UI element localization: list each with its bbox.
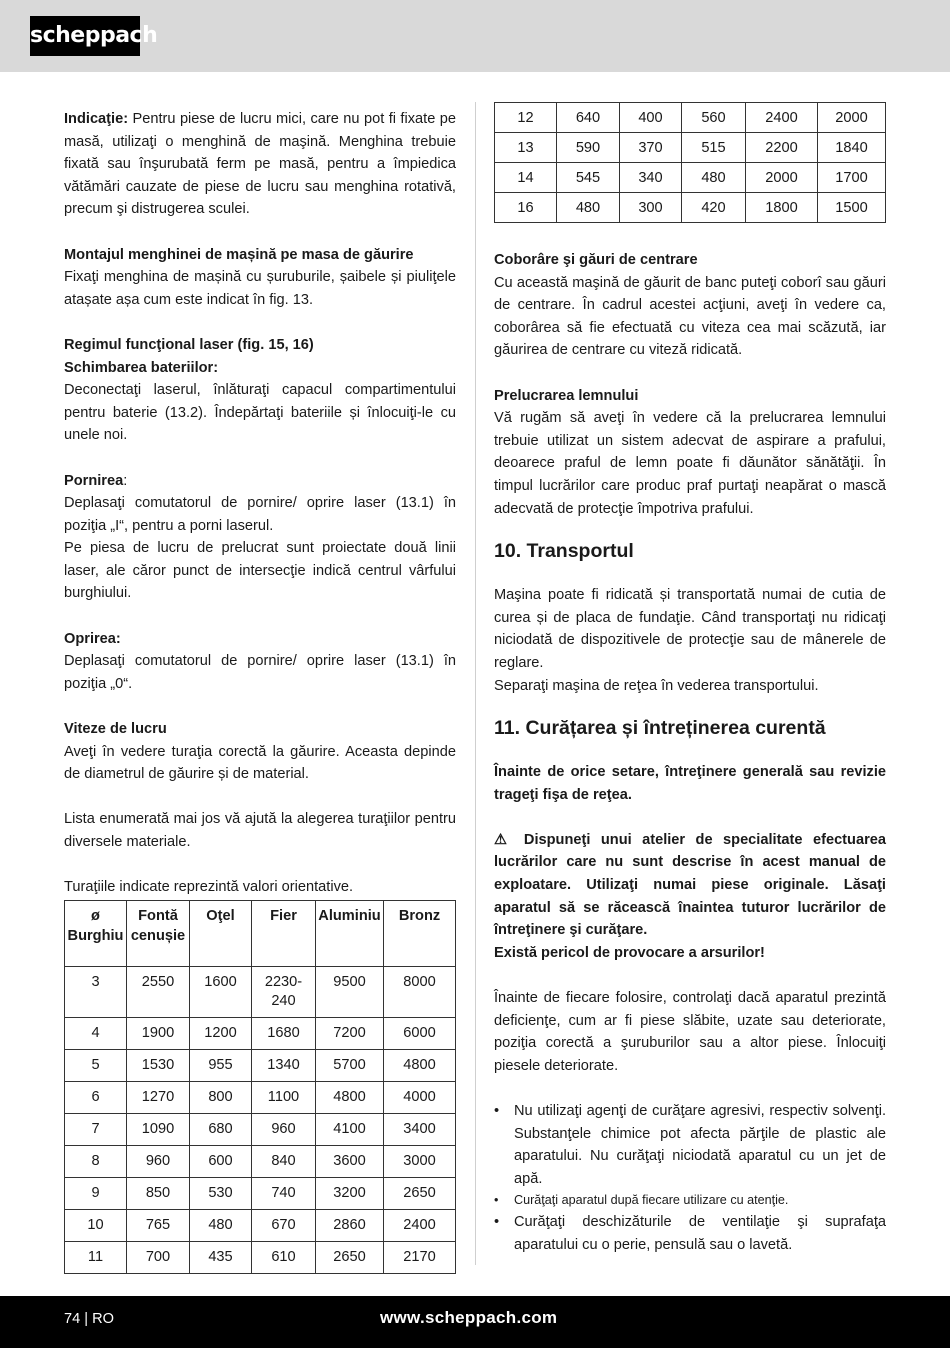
table-cell: 300	[620, 193, 682, 223]
table-cell: 2860	[316, 1210, 384, 1242]
table-cell: 3	[65, 967, 127, 1018]
table-cell: 480	[190, 1210, 252, 1242]
table-cell: 610	[252, 1242, 316, 1274]
table-row	[65, 1018, 456, 1050]
workshop-warning-text: Dispuneţi unui atelier de specialitate efectuarea lucrărilor care nu sunt descrise în acest manual de exploatare. Utilizaţi numai piese originale. Lăsaţi aparatul să se răcească înaintea tuturor lucrărilor de întreţinere şi curăţare.	[494, 831, 886, 939]
table-cell: 2000	[746, 163, 818, 193]
inainte-warning: Înainte de orice setare, întreţinere generală sau revizie trageţi fişa de reţea.	[494, 764, 886, 803]
table-cell: 4	[65, 1018, 127, 1050]
table-cell: 1700	[818, 163, 886, 193]
cleaning-list	[494, 1100, 886, 1257]
table-cell: 1600	[190, 967, 252, 1018]
table-cell: 2650	[316, 1242, 384, 1274]
table-cell: 590	[557, 133, 620, 163]
table-cell: 700	[127, 1242, 190, 1274]
list-item: • Nu utilizaţi agenţi de curăţare agresivi, respectiv solvenţi. Substanţele chimice pot afecta părţile de plastic ale aparatului. Nu curăţaţi niciodată aparatul cu un jet de apă.	[494, 1100, 886, 1190]
header-iron: Fier	[252, 901, 316, 967]
table-cell: 2400	[384, 1210, 456, 1242]
table-cell: 1530	[127, 1050, 190, 1082]
table-cell: 13	[495, 133, 557, 163]
montaj-heading: Montajul menghinei de mașină pe masa de găurire	[64, 246, 414, 263]
table-cell: 480	[557, 193, 620, 223]
table-cell: 3000	[384, 1146, 456, 1178]
table-cell: 10	[65, 1210, 127, 1242]
speed-table	[64, 900, 456, 1274]
warning-triangle-icon: ⚠	[494, 831, 514, 848]
viteze-heading: Viteze de lucru	[64, 721, 167, 738]
table-cell: 14	[495, 163, 557, 193]
table-cell: 12	[495, 103, 557, 133]
list-item: • Curăţaţi aparatul după fiecare utilizare cu atenţie.	[494, 1190, 886, 1211]
table-cell: 545	[557, 163, 620, 193]
table-cell: 8	[65, 1146, 127, 1178]
table-cell: 1900	[127, 1018, 190, 1050]
table-cell: 4000	[384, 1082, 456, 1114]
table-cell: 2000	[818, 103, 886, 133]
pornirea-label: Pornirea	[64, 472, 124, 489]
table-cell: 740	[252, 1178, 316, 1210]
transport-text-2: Separaţi maşina de reţea în vederea transportului.	[494, 677, 819, 694]
table-row	[65, 1242, 456, 1274]
pornirea-colon: :	[123, 472, 128, 489]
column-divider	[475, 102, 476, 1265]
list-item: • Curăţaţi deschizăturile de ventilaţie şi suprafaţa aparatului cu o perie, pensulă sau o lavetă.	[494, 1211, 886, 1256]
indicatie-paragraph	[64, 108, 456, 221]
coborare-heading: Coborâre şi găuri de centrare	[494, 252, 698, 268]
montaj-text: Fixaţi menghina de mașină cu șuruburile, șaibele și piuliţele atașate așa cum este indicat în fig. 13.	[64, 269, 456, 308]
table-cell: 840	[252, 1146, 316, 1178]
oprirea-text: Deplasaţi comutatorul de pornire/ oprire laser (13.1) în poziţia „0“.	[64, 653, 456, 692]
table-cell: 400	[620, 103, 682, 133]
table-cell: 9	[65, 1178, 127, 1210]
header-bronze: Bronz	[384, 901, 456, 967]
table-cell: 6	[65, 1082, 127, 1114]
table-cell: 955	[190, 1050, 252, 1082]
table-cell: 800	[190, 1082, 252, 1114]
website-link[interactable]: www.scheppach.com	[380, 1308, 558, 1327]
table-cell: 370	[620, 133, 682, 163]
table-cell: 6000	[384, 1018, 456, 1050]
laser-heading: Regimul funcţional laser (fig. 15, 16)	[64, 336, 314, 353]
page-header	[0, 0, 950, 72]
table-row	[65, 1114, 456, 1146]
table-row	[65, 1050, 456, 1082]
table-cell: 3600	[316, 1146, 384, 1178]
table-row	[495, 193, 886, 223]
indicatie-text: Pentru piese de lucru mici, care nu pot fi fixate pe masă, utilizaţi o menghină de maşină. Menghina trebuie fixată sau înşurubată ferm pe masă, pentru a împiedica vătămări cauzate de piese de lucru sau menghina rotativă, precum şi distrugerea sculei.	[64, 111, 456, 218]
table-cell: 1840	[818, 133, 886, 163]
speed-table-header-row	[65, 901, 456, 967]
lemn-heading: Prelucrarea lemnului	[494, 387, 639, 404]
burn-danger: Există pericol de provocare a arsurilor!	[494, 944, 765, 961]
page-number: 74 | RO	[64, 1311, 115, 1327]
table-row	[495, 163, 886, 193]
table-cell: 7200	[316, 1018, 384, 1050]
table-cell: 960	[252, 1114, 316, 1146]
table-cell: 560	[682, 103, 746, 133]
table-cell: 2650	[384, 1178, 456, 1210]
pornirea-text-1: Deplasaţi comutatorul de pornire/ oprire laser (13.1) în poziţia „I“, pentru a porni laserul.	[64, 495, 456, 534]
right-column	[494, 102, 886, 1257]
table-cell: 1340	[252, 1050, 316, 1082]
pornirea-heading	[64, 470, 456, 493]
pornirea-text-2: Pe piesa de lucru de prelucrat sunt proiectate două linii laser, ale căror punct de intersecţie indică centrul vârfului burghiului.	[64, 540, 456, 602]
table-cell: 1090	[127, 1114, 190, 1146]
table-row	[65, 1210, 456, 1242]
table-cell: 340	[620, 163, 682, 193]
scheppach-logo: scheppach	[30, 16, 140, 56]
table-cell: 2400	[746, 103, 818, 133]
speed-table-continued	[494, 102, 886, 223]
table-cell: 670	[252, 1210, 316, 1242]
table-row	[65, 1178, 456, 1210]
transport-text-1: Maşina poate fi ridicată și transportată numai de cutia de curea și de placa de fundaţie. Când transportaţi nu ridicaţi niciodată de dispozitivele de protecţie sau de mânerele de reglare.	[494, 587, 886, 671]
indicatie-label: Indicaţie:	[64, 111, 129, 127]
table-row	[495, 103, 886, 133]
workshop-warning	[494, 829, 886, 942]
table-cell: 4800	[384, 1050, 456, 1082]
table-cell: 1680	[252, 1018, 316, 1050]
table-cell: 2230-240	[252, 967, 316, 1018]
table-cell: 2550	[127, 967, 190, 1018]
table-cell: 5700	[316, 1050, 384, 1082]
table-cell: 16	[495, 193, 557, 223]
coborare-text: Cu această maşină de găurit de banc puteţi coborî sau găuri de centrare. În cadrul acestei acţiuni, aveţi în vedere ca, coborârea să fie efectuată cu viteza cea mai scăzută, iar găurirea de centrare cu viteză ridicată.	[494, 274, 886, 359]
table-cell: 7	[65, 1114, 127, 1146]
header-diameter: ø Burghiu	[65, 901, 127, 967]
section-11-title: 11. Curățarea și întreținerea curentă	[494, 717, 826, 740]
baterii-heading: Schimbarea bateriilor:	[64, 359, 219, 376]
table-cell: 4800	[316, 1082, 384, 1114]
table-cell: 765	[127, 1210, 190, 1242]
table-cell: 9500	[316, 967, 384, 1018]
table-cell: 480	[682, 163, 746, 193]
lista-text: Lista enumerată mai jos vă ajută la alegerea turaţiilor pentru diversele materiale.	[64, 811, 456, 850]
table-row	[65, 1146, 456, 1178]
table-cell: 3400	[384, 1114, 456, 1146]
section-10-title: 10. Transportul	[494, 540, 634, 563]
control-text: Înainte de fiecare folosire, controlaţi dacă aparatul prezintă deficienţe, cum ar fi piese slăbite, uzate sau deteriorate, poziţia corectă a şuruburilor sau a altor piese. Înlocuiţi piesele deteriorate.	[494, 990, 886, 1074]
table-cell: 960	[127, 1146, 190, 1178]
table-row	[65, 967, 456, 1018]
viteze-text: Aveţi în vedere turaţia corectă la găurire. Aceasta depinde de diametrul de găurire și de material.	[64, 743, 456, 783]
table-cell: 5	[65, 1050, 127, 1082]
header-aluminium: Aluminiu	[316, 901, 384, 967]
table-cell: 11	[65, 1242, 127, 1274]
table-cell: 1800	[746, 193, 818, 223]
table-cell: 3200	[316, 1178, 384, 1210]
table-cell: 1200	[190, 1018, 252, 1050]
oprirea-heading: Oprirea:	[64, 630, 121, 647]
page-footer	[0, 1296, 950, 1348]
table-cell: 680	[190, 1114, 252, 1146]
table-cell: 420	[682, 193, 746, 223]
turatii-text: Turaţiile indicate reprezintă valori orientative.	[64, 879, 354, 896]
lemn-text: Vă rugăm să aveţi în vedere că la prelucrarea lemnului trebuie utilizat un sistem adecvat de aspirare a prafului, deoarece praful de lemn poate fi dăunător sănătăţii. În timpul lucrărilor care produc praf purtaţi neapărat o mască adecvată de protecţie împotriva prafului.	[494, 410, 886, 517]
table-cell: 2170	[384, 1242, 456, 1274]
header-cast-iron: Fontă cenușie	[127, 901, 190, 967]
table-row	[65, 1082, 456, 1114]
table-cell: 515	[682, 133, 746, 163]
table-cell: 8000	[384, 967, 456, 1018]
table-cell: 1270	[127, 1082, 190, 1114]
baterii-text: Deconectaţi laserul, înlăturaţi capacul compartimentului pentru baterie (13.2). Îndepărtaţi bateriile și înlocuiţi-le cu unele noi.	[64, 382, 456, 444]
table-cell: 850	[127, 1178, 190, 1210]
table-cell: 4100	[316, 1114, 384, 1146]
left-column	[64, 108, 456, 1274]
header-steel: Oţel	[190, 901, 252, 967]
table-cell: 1100	[252, 1082, 316, 1114]
table-cell: 600	[190, 1146, 252, 1178]
table-cell: 1500	[818, 193, 886, 223]
table-cell: 530	[190, 1178, 252, 1210]
table-row	[495, 133, 886, 163]
table-cell: 2200	[746, 133, 818, 163]
table-cell: 640	[557, 103, 620, 133]
table-cell: 435	[190, 1242, 252, 1274]
